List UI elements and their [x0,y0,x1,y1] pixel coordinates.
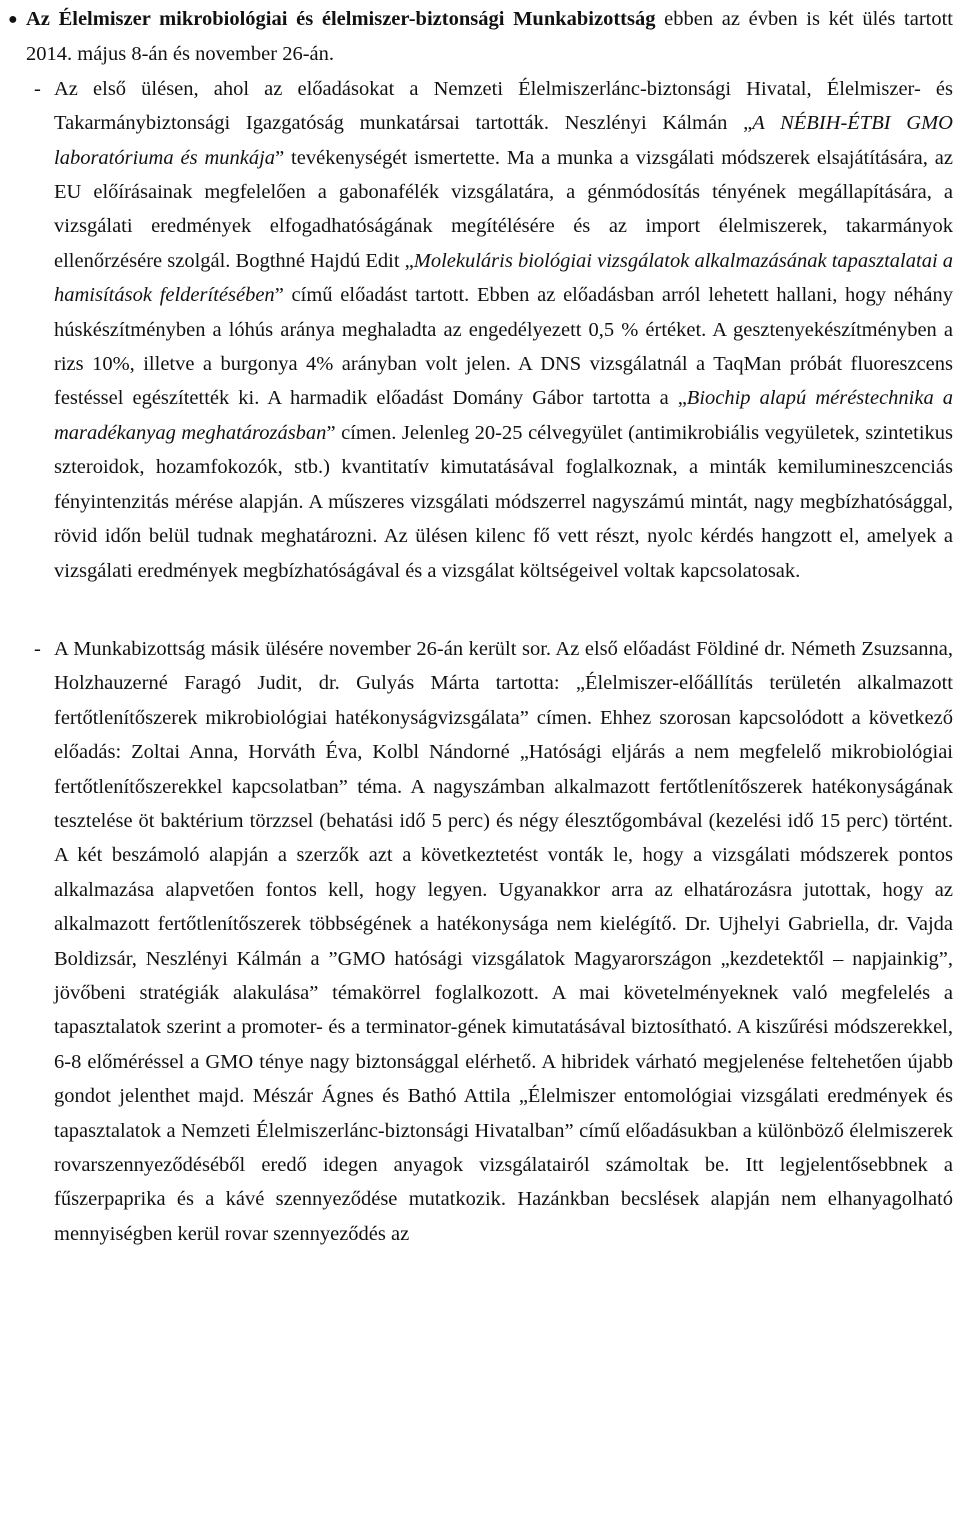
intro-paragraph [8,2,953,72]
second-session-paragraph: A Munkabizottság másik ülésére november 26-án került sor. Az első előadást Földiné dr. Németh Zsuzsanna, Holzhauzerné Faragó Judit, dr. Gulyás Márta tartotta: „Élelmiszer-előállítás területén alkalmazott fertőtlenítőszerek mikrobiológiai hatékonyságvizsgálata” címen. Ehhez szorosan kapcsolódott a következő előadás: Zoltai Anna, Horváth Éva, Kolbl Nándorné „Hatósági eljárás a nem megfelelő mikrobiológiai fertőtlenítőszerekkel kapcsolatban” téma. A nagyszámban alkalmazott fertőtlenítőszerek hatékonyságának tesztelése öt baktérium törzzsel (behatási idő 5 perc) és négy élesztőgombával (kezelési idő 15 perc) történt. A két beszámoló alapján a szerzők azt a következtetést vonták le, hogy a vizsgálati módszerek pontos alkalmazása alapvetően fontos kell, hogy legyen. Ugyanakkor arra az elhatározásra jutottak, hogy az alkalmazott fertőtlenítőszerek többségének a hatékonysága nem kielégítő. Dr. Ujhelyi Gabriella, dr. Vajda Boldizsár, Neszlényi Kálmán a ”GMO hatósági vizsgálatok Magyarországon „kezdetektől – napjainkig”, jövőbeni stratégiák alakulása” témakörrel foglalkozott. A mai követelményeknek való megfelelés a tapasztalatok szerint a promoter- és a terminator-gének kimutatásával biztosítható. A kiszűrési módszerekkel, 6-8 előméréssel a GMO ténye nagy biztonsággal elérhető. A hibridek várható megjelenése feltehetően újabb gondot jelenthet majd. Mészár Ágnes és Bathó Attila „Élelmiszer entomológiai vizsgálati eredmények és tapasztalatok a Nemzeti Élelmiszerlánc-biztonsági Hivatalban” című előadásukban a különböző élelmiszerek rovarszennyeződéséből eredő idegen anyagok vizsgálatairól számoltak be. Itt legjelentősebbnek a fűszerpaprika és a kávé szennyeződése mutatkozik. Hazánkban becslések alapján nem elhanyagolható mennyiségben kerül rovar szennyeződés az [54,637,953,1245]
list-item-first-session [8,72,953,588]
first-session-paragraph [54,72,953,588]
paragraph-gap [8,588,953,632]
dash-marker: - [34,637,41,660]
bullet-icon: ● [8,11,18,28]
lecture-title-biochip: Biochip alapú méréstechnika a maradékanyag meghatározásban [54,387,953,444]
lecture-title-gmo-lab: A NÉBIH-ÉTBI GMO laboratóriuma és munkája [54,112,953,169]
text-run: Az első ülésen, ahol az előadásokat a Nemzeti Élelmiszerlánc-biztonsági Hivatal, Élelmiszer- és Takarmánybiztonsági Igazgatóság munkatársai tartották. Neszlényi Kálmán „ [54,77,953,135]
list-item-second-session [8,632,953,1251]
text-run: ” tevékenységét ismertette. Ma a munka a vizsgálati módszerek elsajátítására, az EU előírásainak megfelelően a gabonafélék vizsgálatára, a génmódosítás tényének megállapítására, a vizsgálati eredmények elfogadhatóságának megítélésére és az import élelmiszerek, takarmányok ellenőrzésére szolgál. Bogthné Hajdú Edit „ [54,146,953,272]
text-run: ” címen. Jelenleg 20-25 célvegyület (antimikrobiális vegyületek, szintetikus szteroidok, hozamfokozók, stb.) kvantitatív kimutatásával foglalkoznak, a minták kemilumineszcenciás fényintenzitás mérése alapján. A műszeres vizsgálati módszerrel nagyszámú mintát, nagy megbízhatósággal, rövid időn belül tudnak meghatározni. Az ülésen kilenc fő vett részt, nyolc kérdés hangzott el, amelyek a vizsgálati eredmények megbízhatóságával és a vizsgálat költségeivel voltak kapcsolatosak. [54,421,953,582]
lecture-title-molecular: Molekuláris biológiai vizsgálatok alkalmazásának tapasztalatai a hamisítások felderítésében [54,249,954,307]
committee-name: Az Élelmiszer mikrobiológiai és élelmiszer-biztonsági Munkabizottság [26,8,656,30]
text-run: ” című előadást tartott. Ebben az előadásban arról lehetett hallani, hogy néhány húskészítményben a lóhús aránya meghaladta az engedélyezett 0,5 % értéket. A gesztenyekészítményben a rizs 10%, illetve a burgonya 4% arányban volt jelen. A DNS vizsgálatnál a TaqMan próbát fluoreszcens festéssel egészítették ki. A harmadik előadást Domány Gábor tartotta a „ [54,284,954,410]
intro-text: ebben az évben is két ülés tartott 2014. május 8-án és november 26-án. [26,8,953,66]
dash-marker: - [34,77,41,100]
